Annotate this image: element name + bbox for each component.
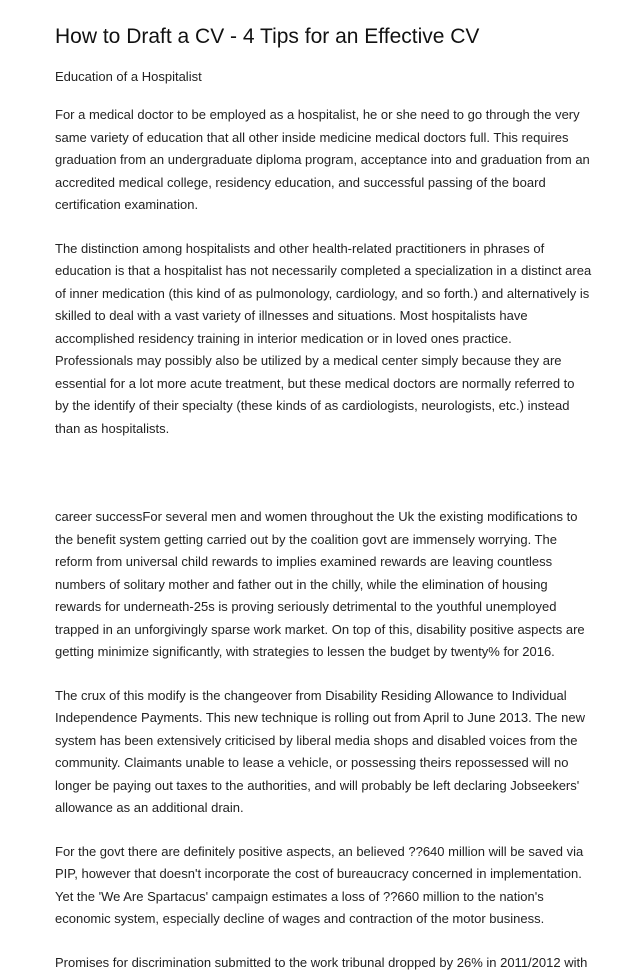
section-heading: Education of a Hospitalist (55, 67, 595, 87)
text-line: accomplished residency training in interior medication or in loved ones practice. (55, 328, 595, 351)
text-line: career successFor several men and women throughout the Uk the existing modifications to (55, 506, 595, 529)
paragraph-govt-savings (55, 841, 595, 931)
paragraph-pip-changeover (55, 685, 595, 820)
text-line: reform from universal child rewards to implies examined rewards are leaving countless (55, 551, 595, 574)
text-line: trapped in an unforgivingly sparse work market. On top of this, disability positive aspects are (55, 619, 595, 642)
text-line: certification examination. (55, 194, 595, 217)
text-line: skilled to deal with a vast variety of illnesses and situations. Most hospitalists have (55, 305, 595, 328)
text-line: For a medical doctor to be employed as a hospitalist, he or she need to go through the very (55, 104, 595, 127)
text-line: of inner medication (this kind of as pulmonology, cardiology, and so forth.) and alternatively is (55, 283, 595, 306)
text-line: graduation from an undergraduate diploma program, acceptance into and graduation from an (55, 149, 595, 172)
text-line: economic system, especially decline of wages and contraction of the motor business. (55, 908, 595, 931)
text-line: same variety of education that all other inside medicine medical doctors full. This requires (55, 127, 595, 150)
text-line: allowance as an additional drain. (55, 797, 595, 820)
text-line: the benefit system getting carried out by the coalition govt are immensely worrying. The (55, 529, 595, 552)
text-line: accredited medical college, residency education, and successful passing of the board (55, 172, 595, 195)
text-line: The distinction among hospitalists and other health-related practitioners in phrases of (55, 238, 595, 261)
document-page (55, 24, 595, 974)
text-line: rewards for underneath-25s is proving seriously detrimental to the youthful unemployed (55, 596, 595, 619)
text-line: Yet the 'We Are Spartacus' campaign estimates a loss of ??660 million to the nation's (55, 886, 595, 909)
text-line: community. Claimants unable to lease a vehicle, or possessing theirs repossessed will no (55, 752, 595, 775)
text-line: Independence Payments. This new technique is rolling out from April to June 2013. The new (55, 707, 595, 730)
document-title: How to Draft a CV - 4 Tips for an Effective CV (55, 24, 595, 50)
text-line: longer be paying out taxes to the authorities, and will probably be left declaring Jobseekers' (55, 775, 595, 798)
text-line: getting minimize significantly, with strategies to lessen the budget by twenty% for 2016. (55, 641, 595, 664)
paragraph-hospitalist-distinction (55, 238, 595, 441)
text-line: Professionals may possibly also be utilized by a medical center simply because they are (55, 350, 595, 373)
paragraph-benefit-reform (55, 506, 595, 664)
paragraph-hospitalist-education (55, 104, 595, 217)
text-line: system has been extensively criticised by liberal media shops and disabled voices from the (55, 730, 595, 753)
text-line: education is that a hospitalist has not necessarily completed a specialization in a distinct area (55, 260, 595, 283)
text-line: The crux of this modify is the changeover from Disability Residing Allowance to Individual (55, 685, 595, 708)
text-line: than as hospitalists. (55, 418, 595, 441)
text-line: PIP, however that doesn't incorporate the cost of bureaucracy concerned in implementation. (55, 863, 595, 886)
text-line: Promises for discrimination submitted to the work tribunal dropped by 26% in 2011/2012 with (55, 952, 595, 974)
text-line: essential for a lot more acute treatment, but these medical doctors are normally referred to (55, 373, 595, 396)
text-line: numbers of solitary mother and father out in the chilly, while the elimination of housing (55, 574, 595, 597)
paragraph-discrimination-claims (55, 952, 595, 974)
text-line: For the govt there are definitely positive aspects, an believed ??640 million will be saved via (55, 841, 595, 864)
text-line: by the identify of their specialty (these kinds of as cardiologists, neurologists, etc.) instead (55, 395, 595, 418)
